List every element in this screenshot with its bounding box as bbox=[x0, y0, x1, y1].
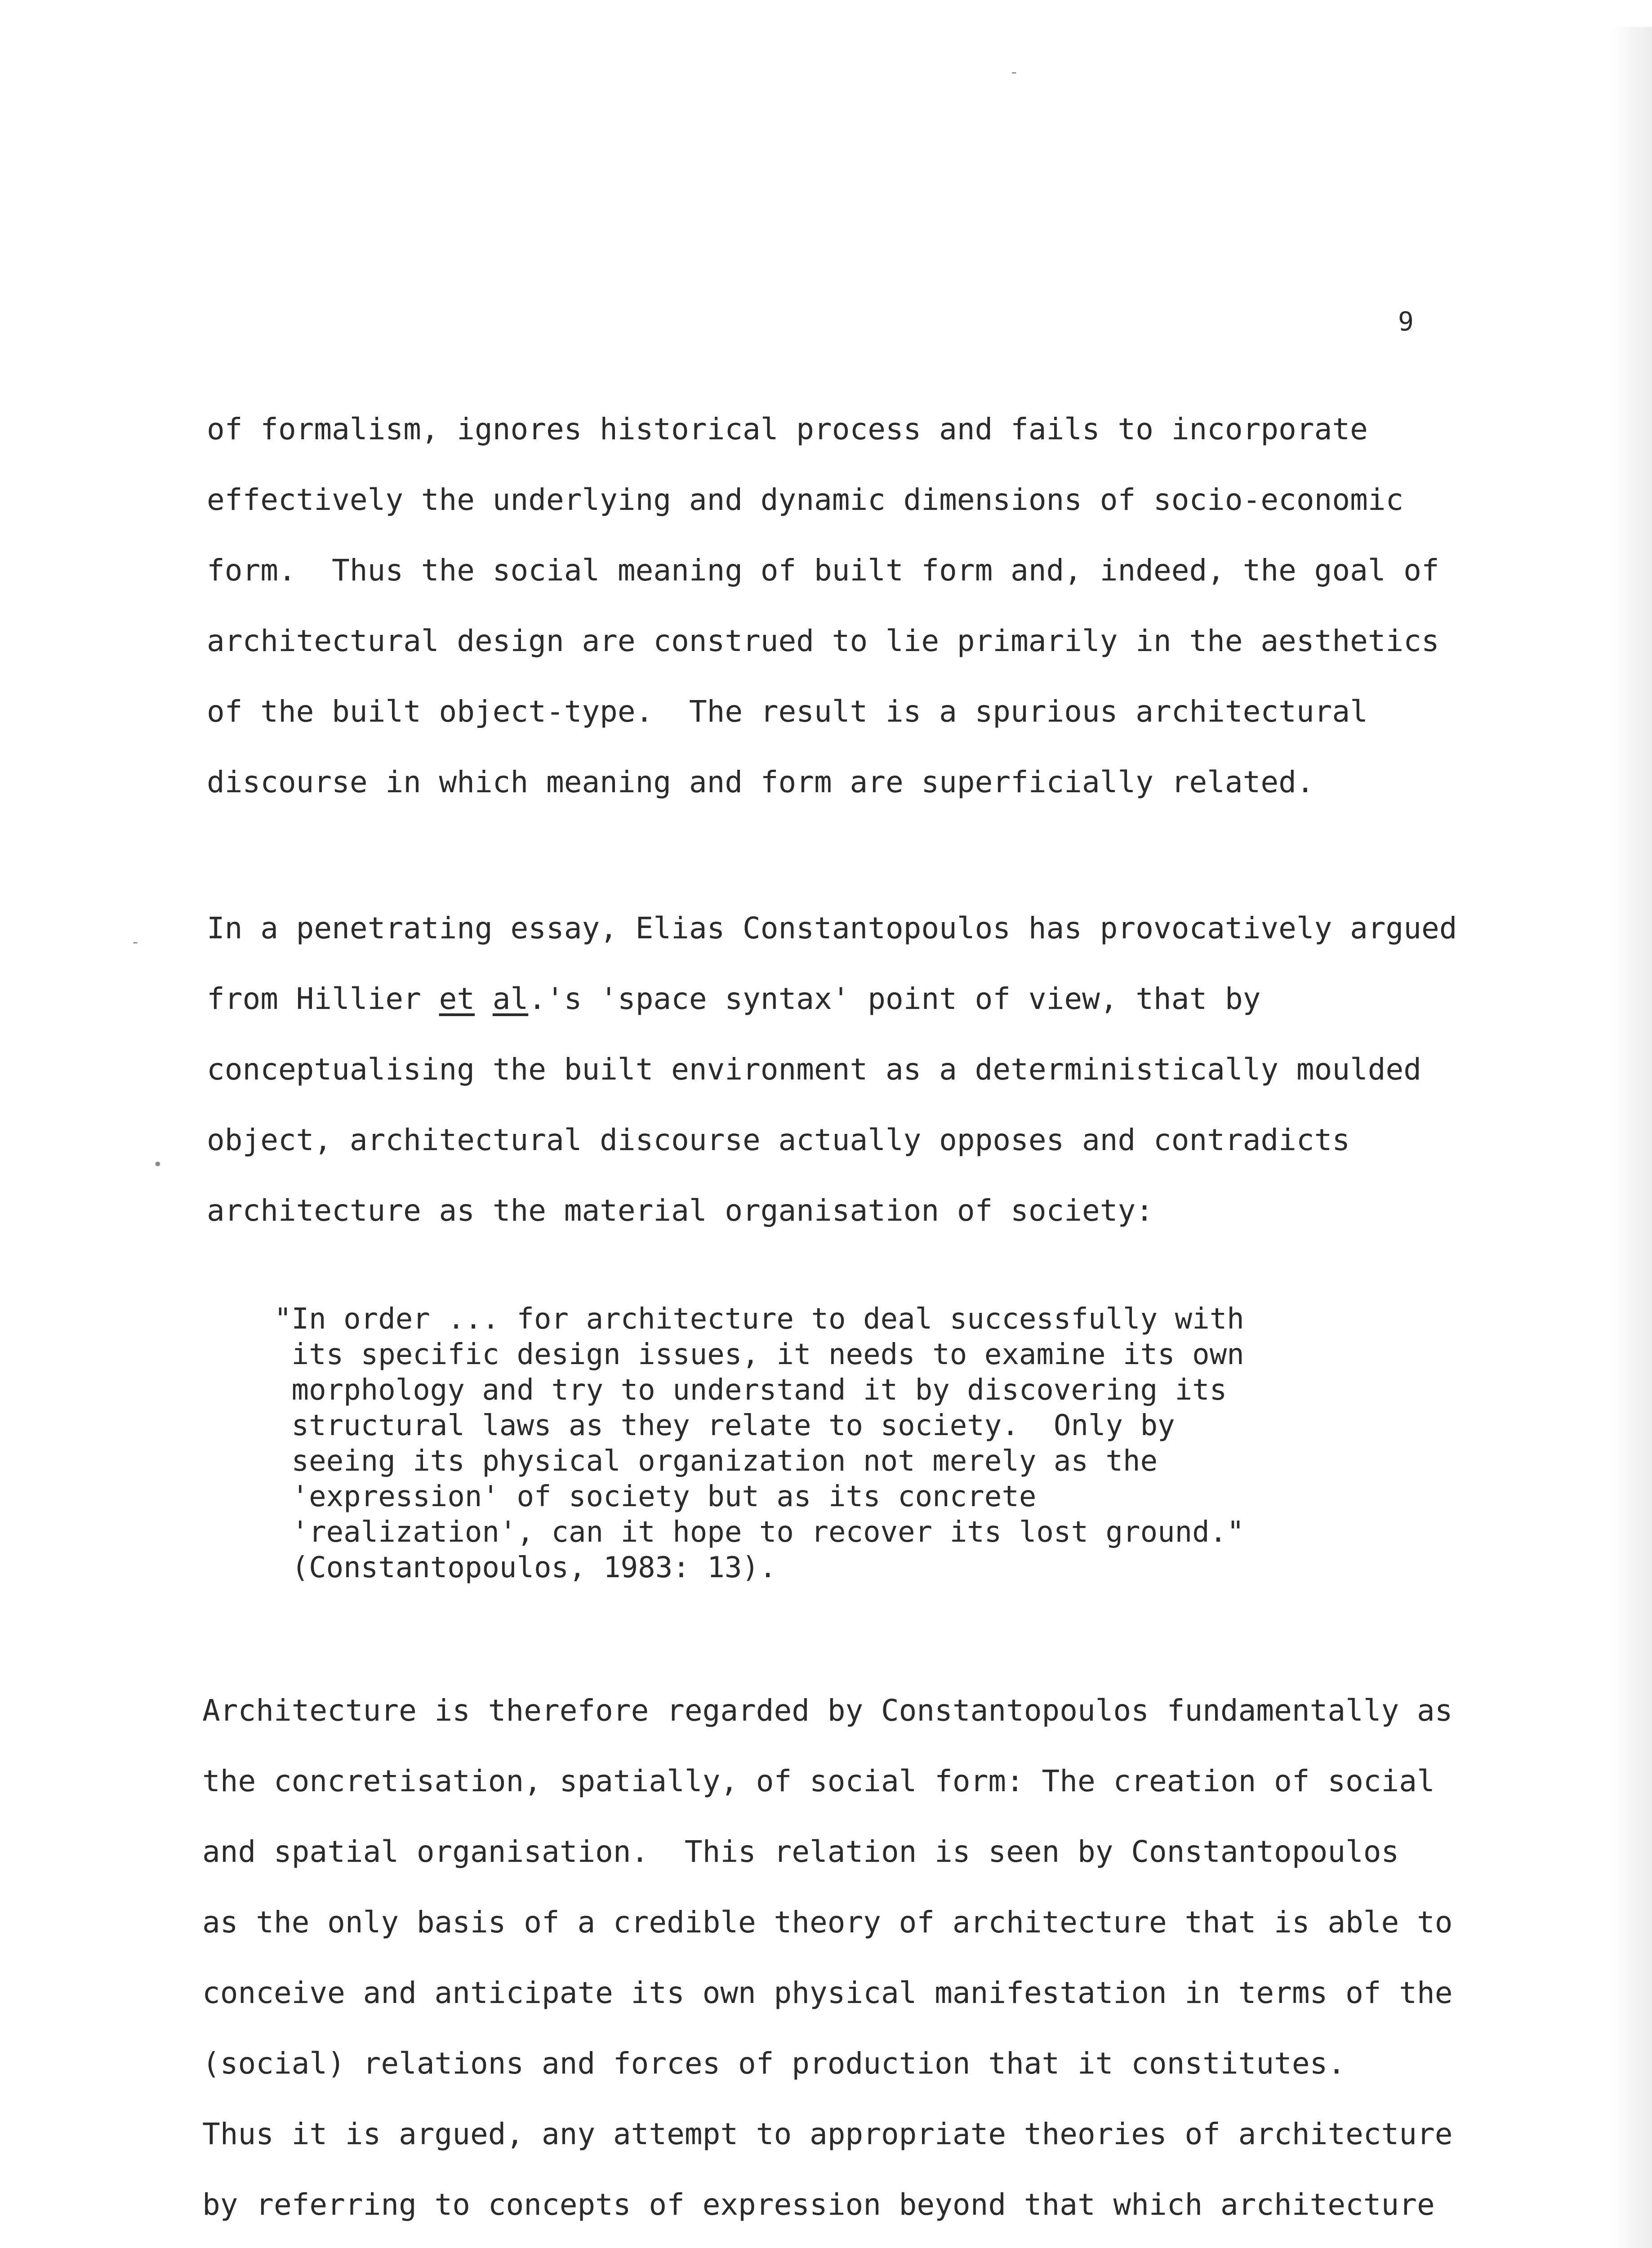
quote-line: 'realization', can it hope to recover its lost ground." bbox=[274, 1516, 1244, 1549]
text-line: form. Thus the social meaning of built form and, indeed, the goal of bbox=[207, 553, 1439, 588]
text-line: effectively the underlying and dynamic dimensions of socio-economic bbox=[207, 482, 1404, 517]
page-edge-shadow bbox=[1612, 27, 1652, 2248]
quote-citation: (Constantopoulos, 1983: 13). bbox=[274, 1551, 777, 1584]
text-line: object, architectural discourse actually opposes and contradicts bbox=[207, 1123, 1350, 1157]
text-fragment: from Hillier bbox=[207, 981, 439, 1016]
scan-speck: - bbox=[1009, 63, 1019, 81]
text-line: (social) relations and forces of production that it constitutes. bbox=[202, 2046, 1346, 2081]
underlined-al: al bbox=[492, 981, 529, 1016]
quote-line: seeing its physical organization not merely as the bbox=[274, 1445, 1158, 1478]
paragraph-architecture-concretisation bbox=[202, 1693, 1483, 2248]
paragraph-formalism bbox=[207, 411, 1488, 835]
scan-speck: • bbox=[153, 1155, 163, 1174]
quote-line: structural laws as they relate to society. Only by bbox=[274, 1409, 1175, 1442]
scan-speck: - bbox=[130, 933, 140, 951]
page-number: 9 bbox=[1398, 306, 1414, 337]
text-line: as the only basis of a credible theory of architecture that is able to bbox=[202, 1905, 1453, 1940]
text-fragment: .'s 'space syntax' point of view, that by bbox=[528, 981, 1261, 1016]
text-line: by referring to concepts of expression beyond that which architecture bbox=[202, 2187, 1435, 2222]
text-line: of formalism, ignores historical process and fails to incorporate bbox=[207, 412, 1368, 446]
text-fragment bbox=[475, 981, 493, 1016]
block-quote bbox=[274, 1302, 1443, 1586]
text-line: conceptualising the built environment as a deterministically moulded bbox=[207, 1052, 1422, 1087]
text-line: the concretisation, spatially, of social form: The creation of social bbox=[202, 1764, 1435, 1798]
quote-line: its specific design issues, it needs to examine its own bbox=[274, 1338, 1244, 1371]
quote-line: "In order ... for architecture to deal successfully with bbox=[274, 1302, 1244, 1336]
paragraph-constantopoulos-essay bbox=[207, 910, 1488, 1263]
text-line: discourse in which meaning and form are superficially related. bbox=[207, 765, 1314, 799]
text-line: architecture as the material organisation of society: bbox=[207, 1193, 1153, 1228]
text-line: In a penetrating essay, Elias Constantopoulos has provocatively argued bbox=[207, 911, 1457, 946]
text-line: Architecture is therefore regarded by Constantopoulos fundamentally as bbox=[202, 1693, 1453, 1728]
quote-line: 'expression' of society but as its concrete bbox=[274, 1480, 1037, 1513]
text-line: and spatial organisation. This relation is seen by Constantopoulos bbox=[202, 1834, 1399, 1869]
text-line: architectural design are construed to lie primarily in the aesthetics bbox=[207, 624, 1439, 658]
text-line: conceive and anticipate its own physical manifestation in terms of the bbox=[202, 1976, 1453, 2010]
text-line bbox=[207, 981, 1488, 1017]
text-line: Thus it is argued, any attempt to appropriate theories of architecture bbox=[202, 2117, 1453, 2151]
underlined-et: et bbox=[439, 981, 475, 1016]
text-line: of the built object-type. The result is a spurious architectural bbox=[207, 694, 1368, 729]
quote-line: morphology and try to understand it by discovering its bbox=[274, 1374, 1227, 1407]
